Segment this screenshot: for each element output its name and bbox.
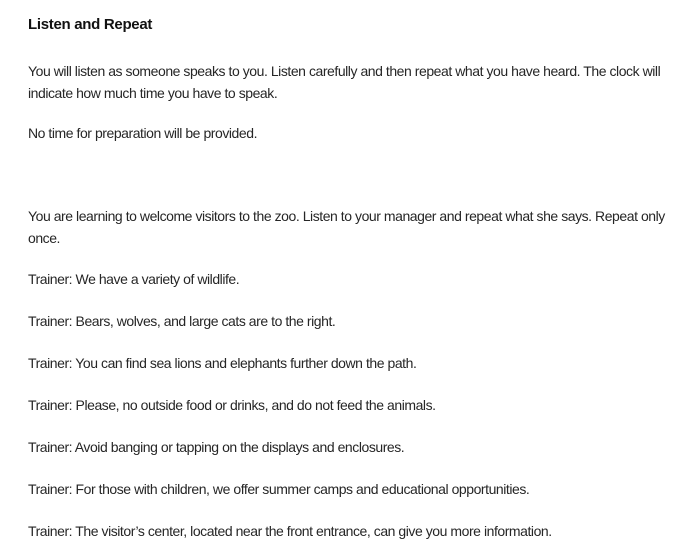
trainer-script-section	[28, 268, 667, 542]
trainer-line: Trainer: You can find sea lions and elephants further down the path.	[28, 355, 417, 371]
instruction-paragraph: No time for preparation will be provided.	[28, 125, 258, 141]
trainer-line: Trainer: The visitor’s center, located near the front entrance, can give you more information.	[28, 523, 552, 539]
page-title: Listen and Repeat	[28, 16, 153, 33]
trainer-line: Trainer: For those with children, we offer summer camps and educational opportunities.	[28, 481, 530, 497]
trainer-line: Trainer: Bears, wolves, and large cats are to the right.	[28, 313, 336, 329]
trainer-line: Trainer: We have a variety of wildlife.	[28, 271, 240, 287]
trainer-line: Trainer: Please, no outside food or drinks, and do not feed the animals.	[28, 397, 436, 413]
trainer-line: Trainer: Avoid banging or tapping on the displays and enclosures.	[28, 439, 405, 455]
instructions-section	[28, 60, 667, 144]
instruction-paragraph: You will listen as someone speaks to you. Listen carefully and then repeat what you have heard. The clock will indicate how much time you have to speak.	[28, 63, 661, 101]
scenario-paragraph: You are learning to welcome visitors to the zoo. Listen to your manager and repeat what she says. Repeat only once.	[28, 208, 665, 246]
section-spacer	[28, 144, 667, 205]
